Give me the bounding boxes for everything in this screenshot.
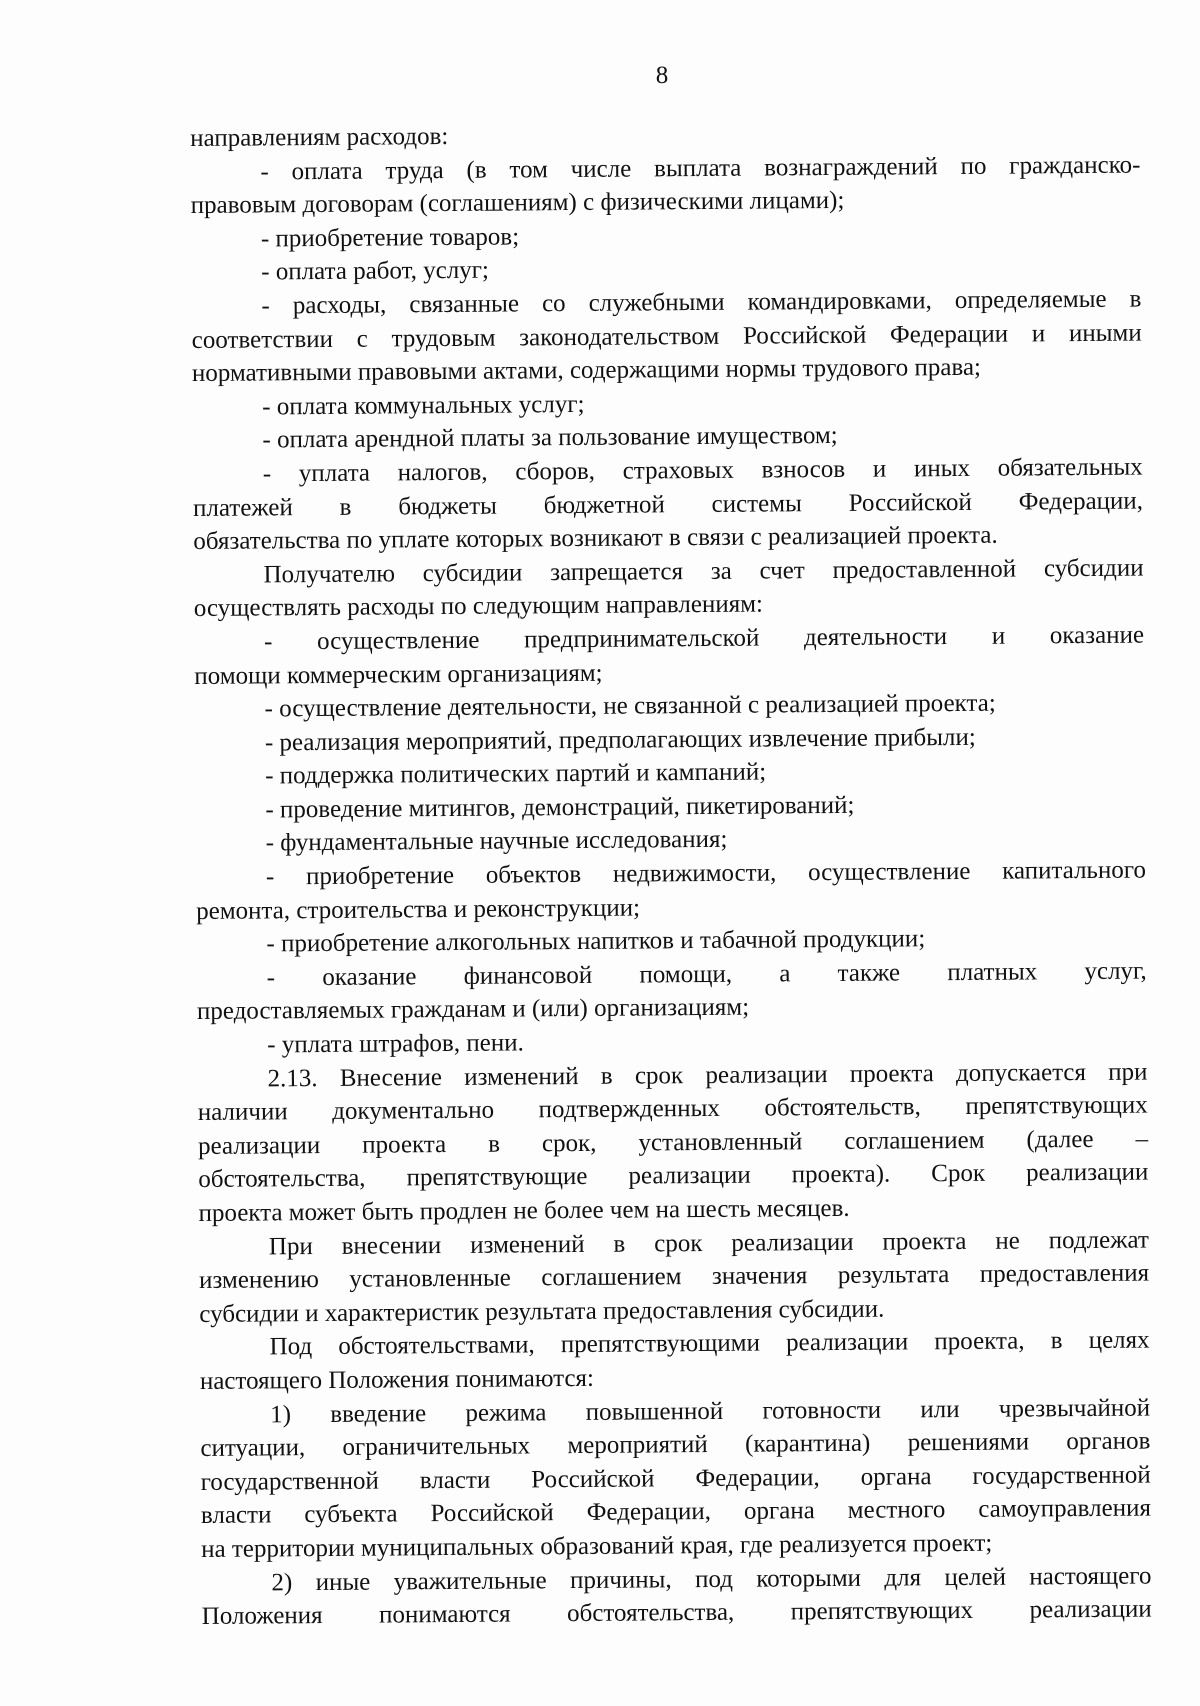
text-line: - оказание финансовой помощи, а также платных услуг, [266,957,1147,992]
text-line: - реализация мероприятий, предполагающих извлечение прибыли; [264,723,976,757]
text-line: - оплата коммунальных услуг; [262,390,585,421]
text-line: направлениям расходов: [190,122,449,152]
text-line: - приобретение объектов недвижимости, осуществление капитального [265,856,1147,891]
text-line: 2.13. Внесение изменений в срок реализации проекта допускается при [267,1058,1148,1093]
text-line: ситуации, ограничительных мероприятий (карантина) решениями органов [200,1427,1151,1463]
text-line: обязательства по уплате которых возникают в связи с реализацией проекта. [193,521,998,556]
text-line: - уплата штрафов, пени. [267,1029,524,1059]
text-line: 1) введение режима повышенной готовности или чрезвычайной [270,1394,1151,1428]
text-line: - приобретение товаров; [260,223,520,253]
text-line: - проведение митингов, демонстраций, пикетирований; [265,791,855,824]
text-line: ремонта, строительства и реконструкции; [196,894,641,925]
text-line: - расходы, связанные со служебными командировками, определяемые в [261,285,1142,320]
document-body [190,115,1152,1634]
text-line: субсидии и характеристик результата предоставления субсидии. [199,1295,885,1328]
text-line: нормативными правовыми актами, содержащими нормы трудового права; [191,353,982,388]
text-line: - оплата работ, услуг; [261,257,490,286]
page-number: 8 [655,62,669,89]
text-line: Под обстоятельствами, препятствующими реализации проекта, в целях [269,1326,1150,1361]
text-line: государственной власти Российской Федерации, органа государственной [200,1461,1151,1496]
text-line: на территории муниципальных образований края, где реализуется проект; [201,1529,993,1563]
text-line: - оплата труда (в том числе выплата вознаграждений по гражданско- [260,151,1141,186]
text-line: При внесении изменений в срок реализации проекта не подлежат [268,1226,1149,1261]
text-line: осуществлять расходы по следующим направлениям: [193,590,764,623]
text-line: соответствии с трудовым законодательством Российской Федерации и иными [191,319,1142,354]
text-line: - осуществление деятельности, не связанной с реализацией проекта; [264,689,996,723]
text-line: обстоятельства, препятствующие реализации проекта). Срок реализации [198,1158,1149,1194]
text-line: 2) иные уважительные причины, под которыми для целей настоящего [271,1562,1152,1596]
text-line: предоставляемых гражданам и (или) организациям; [196,994,750,1026]
text-line: реализации проекта в срок, установленный соглашением (далее – [197,1125,1149,1160]
text-line: проекта может быть продлен не более чем на шесть месяцев. [198,1194,850,1227]
text-line: - приобретение алкогольных напитков и табачной продукции; [266,925,926,958]
text-line: - фундаментальные научные исследования; [265,826,728,857]
text-line: платежей в бюджеты бюджетной системы Российской Федерации, [192,487,1144,522]
text-line: - уплата налогов, сборов, страховых взносов и иных обязательных [262,453,1143,488]
text-line: изменению установленные соглашением значения результата предоставления [198,1259,1150,1295]
text-line: правовым договорам (соглашениям) с физическими лицами); [190,187,845,220]
text-line: Положения понимаются обстоятельства, препятствующих реализации [201,1595,1152,1631]
text-line: настоящего Положения понимаются: [199,1364,595,1395]
text-line: помощи коммерческим организациям; [194,659,603,690]
text-line: власти субъекта Российской Федерации, органа местного самоуправления [200,1494,1152,1530]
text-line: - поддержка политических партий и кампаний; [265,758,767,790]
text-line: Получателю субсидии запрещается за счет предоставленной субсидии [263,554,1144,589]
text-line: наличии документально подтвержденных обстоятельств, препятствующих [197,1091,1148,1127]
text-line: - оплата арендной платы за пользование имуществом; [262,422,838,454]
text-line: - осуществление предпринимательской деятельности и оказание [263,621,1145,656]
